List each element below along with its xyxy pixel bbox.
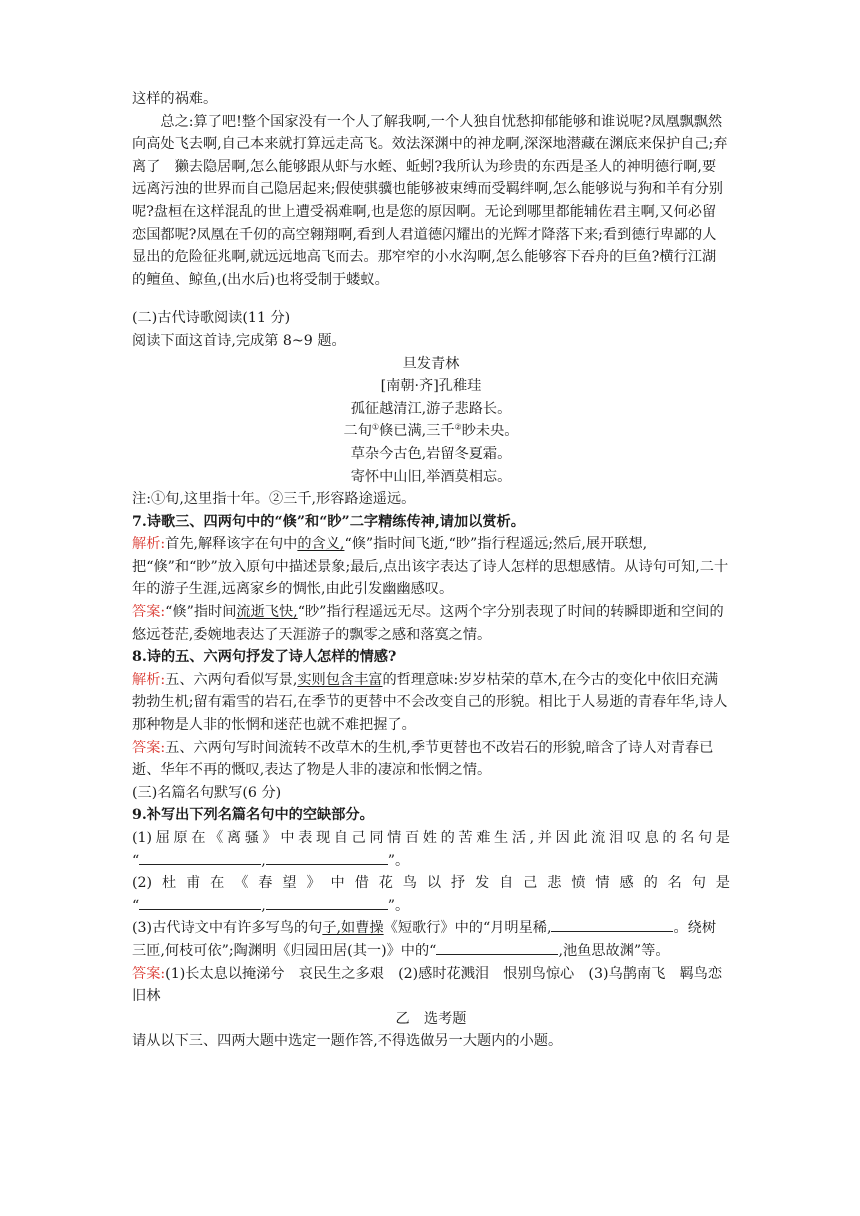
poem xyxy=(132,353,730,489)
answer-label: 答案: xyxy=(132,604,166,621)
part-b-instruction: 请从以下三、四两大题中选定一题作答,不得选做另一大题内的小题。 xyxy=(132,1033,563,1050)
question-9: 9.补写出下列名篇名句中的空缺部分。 xyxy=(132,807,374,824)
section-2-heading: (二)古代诗歌阅读(11 分) xyxy=(132,310,291,327)
intro-tail: 这样的祸难。 xyxy=(132,91,218,107)
q8-analysis: 解析:五、六两句看似写景,实则包含丰富的哲理意味:岁岁枯荣的草木,在今古的变化中依旧充满勃勃生机;留有霜雪的岩石,在季节的更替中不会改变自己的形貌。相比于人易逝的青春年华,诗人那种物是人非的怅惘和迷茫也就不难把握了。 xyxy=(132,671,728,734)
q9-item-1: (1)屈原在《离骚》中表现自己同情百姓的苦难生活,并因此流泪叹息的名句是 xyxy=(132,830,730,846)
fill-blank[interactable] xyxy=(139,851,261,865)
q9-answer: 答案:(1)长太息以掩涕兮 哀民生之多艰 (2)感时花溅泪 恨别鸟惊心 (3)乌鹊南飞 羁鸟恋旧林 xyxy=(132,965,723,1005)
fill-blank[interactable] xyxy=(266,851,388,865)
question-8: 8.诗的五、六两句抒发了诗人怎样的情感? xyxy=(132,649,397,666)
footnote-mark-1: ① xyxy=(371,422,380,432)
q9-item-2-blanks: “ , ”。 xyxy=(132,897,410,914)
poem-line-3: 草杂今古色,岩留冬夏霜。 xyxy=(350,445,512,462)
analysis-label: 解析: xyxy=(132,536,166,553)
q7-analysis: 解析:首先,解释该字在句中的含义,“倏”指时间飞逝,“眇”指行程遥远;然后,展开联想,把“倏”和“眇”放入原句中描述景象;最后,点出该字表达了诗人怎样的思想感情。从诗句可知,二十年的游子生涯,远离家乡的惆怅,由此引发幽幽感叹。 xyxy=(132,536,729,598)
q9-item-2: (2)杜甫在《春望》中借花鸟以抒发自己悲愤情感的名句是 xyxy=(132,875,730,892)
answer-label: 答案: xyxy=(132,739,166,756)
answer-label: 答案: xyxy=(132,965,166,982)
question-7: 7.诗歌三、四两句中的“倏”和“眇”二字精练传神,请加以赏析。 xyxy=(132,513,525,530)
poem-line-4: 寄怀中山旧,举酒莫相忘。 xyxy=(350,468,512,485)
document-page xyxy=(132,88,730,1053)
footnote-mark-2: ② xyxy=(454,422,462,432)
poem-line-2: 二旬①倏已满,三千②眇未央。 xyxy=(343,422,519,440)
poem-author: [南朝·齐]孔稚珪 xyxy=(380,378,482,395)
analysis-label: 解析: xyxy=(132,671,166,688)
q9-item-3: (3)古代诗文中有许多写鸟的句子,如曹操《短歌行》中的“月明星稀, 。绕树三匝,何枝可依”;陶渊明《归园田居(其一)》中的“ ,池鱼思故渊”等。 xyxy=(132,920,717,959)
section-2-instruction: 阅读下面这首诗,完成第 8~9 题。 xyxy=(132,332,346,349)
fill-blank[interactable] xyxy=(266,896,388,910)
fill-blank[interactable] xyxy=(551,918,673,932)
poem-note: 注:①旬,这里指十年。②三千,形容路途遥远。 xyxy=(132,491,416,508)
fill-blank[interactable] xyxy=(139,896,261,910)
fill-blank[interactable] xyxy=(436,941,558,955)
q8-answer: 答案:五、六两句写时间流转不改草木的生机,季节更替也不改岩石的形貌,暗含了诗人对青春已逝、华年不再的慨叹,表达了物是人非的凄凉和怅惘之情。 xyxy=(132,739,714,779)
intro-translation: 总之:算了吧!整个国家没有一个人了解我啊,一个人独自忧愁抑郁能够和谁说呢?凤凰飘飘然向高处飞去啊,自己本来就打算远走高飞。效法深渊中的神龙啊,深深地潜藏在渊底来保护自己;弃离了 獭去隐居啊,怎么能够跟从虾与水蛭、蚯蚓?我所认为珍贵的东西是圣人的神明德行啊,要远离污浊的世界而自己隐居起来;假使骐骥也能够被束缚而受羁绊啊,怎么能够说与狗和羊有分别呢?盘桓在这样混乱的世上遭受祸难啊,也是您的原因啊。无论到哪里都能辅佐君主啊,又何必留恋国都呢?凤凰在千仞的高空翱翔啊,看到人君道德闪耀出的光辉才降落下来;看到德行卑鄙的人显出的危险征兆啊,就远远地高飞而去。那窄窄的小水沟啊,怎么能够容下吞舟的巨鱼?横行江湖的鳣鱼、鲸鱼,(出水后)也将受制于蝼蚁。 xyxy=(132,113,728,288)
q7-answer: 答案:“倏”指时间流逝飞快,“眇”指行程遥远无尽。这两个字分别表现了时间的转瞬即逝和空间的悠远苍茫,委婉地表达了天涯游子的飘零之感和落寞之情。 xyxy=(132,604,724,643)
section-3-heading: (三)名篇名句默写(6 分) xyxy=(132,784,282,801)
poem-line-1: 孤征越清江,游子悲路长。 xyxy=(350,400,512,417)
part-b-heading: 乙 选考题 xyxy=(395,1010,467,1027)
poem-title: 旦发青林 xyxy=(402,355,460,372)
q9-item-1-blanks: “ , ”。 xyxy=(132,852,410,869)
